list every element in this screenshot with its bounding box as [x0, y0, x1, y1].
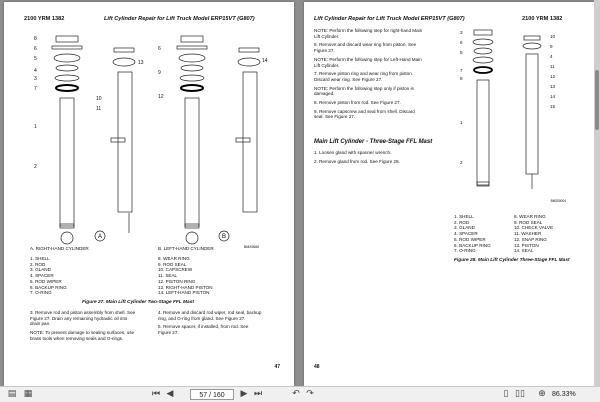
page-number: 48 [314, 364, 320, 370]
legend-item: 4. SPACER [454, 231, 478, 237]
step-line: ring, and O-ring from gland. See Figure 27. [158, 315, 246, 321]
text-line: NOTE: Perform the following step for right-hand Main [314, 28, 423, 33]
section-heading: Main Lift Cylinder - Three-Stage FFL Mast [314, 139, 433, 145]
legend-item: 3. GLAND [454, 225, 475, 231]
step-line: 5. Remove spacer, if installed, from rod. See [158, 324, 249, 330]
callout-number: 8 [34, 36, 37, 42]
legend-item: 12. SNAP RING [514, 236, 547, 242]
legend-item: 13. RIGHT-HAND PISTON [158, 284, 213, 290]
callout-number: 6 [158, 46, 161, 52]
legend-item: 5. ROD WIPER [454, 236, 486, 242]
forward-icon[interactable]: ↷ [306, 389, 314, 399]
page-number: 47 [274, 364, 280, 370]
step-line: brass tools when removing seals and O-rings. [30, 335, 124, 341]
procedure-step [30, 330, 135, 341]
doc-id: 2100 YRM 1382 [24, 16, 65, 22]
callout-number: 6 [34, 46, 37, 52]
page-47 [4, 2, 294, 386]
steps-left [30, 310, 135, 345]
legend-item: 10. CAPSCREW [158, 267, 193, 273]
procedure-step: 1. Loosen gland with spanner wrench. [314, 150, 392, 155]
callout-number: 10 [96, 96, 102, 102]
step-line: NOTE: To prevent damage to sealing surfaces, use [30, 330, 135, 336]
callout-number: 3 [460, 30, 463, 35]
callout-number: 12 [158, 94, 164, 100]
text-line: Discard wear ring. See Figure 27. [314, 76, 383, 82]
callout-number: 2 [460, 160, 463, 165]
procedure-step [314, 109, 422, 120]
legend-item: 13. PISTON [514, 242, 539, 248]
legend-item: 8. WEAR RING [514, 214, 546, 219]
page-number-input[interactable]: 57 / 160 [190, 389, 234, 400]
text-line: 7. Remove piston ring and wear ring from piston. [314, 71, 414, 77]
page-48 [304, 2, 594, 386]
procedure-step [158, 324, 261, 335]
step-line: Figure 27. Drain any remaining hydraulic oil into [30, 315, 128, 321]
procedure-step: 2. Remove gland from rod. See Figure 28. [314, 158, 400, 164]
page-title: Lift Cylinder Repair for Lift Truck Model ERP15VT (G807) [104, 16, 255, 22]
legend-item: 7. O-RING [454, 248, 476, 254]
sidebar-toggle-icon[interactable]: ▤ [7, 389, 17, 399]
step-line: drain pan. [30, 321, 51, 327]
callout-number: 10 [550, 34, 556, 39]
legend-item: 9. ROD SEAL [158, 261, 187, 267]
figure-27-illustration [4, 28, 294, 250]
callout-number: 13 [550, 84, 556, 89]
text-line: Lift Cylinder. [314, 62, 340, 68]
last-page-icon[interactable]: ⏭ [253, 389, 263, 399]
legend-item: 12. PISTON RING [158, 278, 196, 284]
art-code: BM20660 [244, 245, 259, 249]
steps-right [158, 310, 261, 339]
text-line: 8. Remove piston from rod. See Figure 27. [314, 100, 401, 106]
legend-col2 [158, 256, 213, 296]
legend-item: 7. O-RING [30, 290, 52, 296]
procedure-step [30, 310, 135, 327]
legend-a: A. RIGHT-HAND CYLINDER [30, 246, 89, 251]
single-page-icon[interactable]: ▯ [503, 389, 509, 399]
legend-item: 6. BACKUP RING [30, 284, 67, 290]
legend-item: 8. WEAR RING [158, 256, 190, 261]
note-block [314, 86, 422, 97]
legend-item: 14. LEFT-HAND PISTON [158, 290, 210, 296]
callout-number: 4 [550, 54, 553, 59]
legend-item: 1. SHELL [454, 214, 474, 219]
next-page-icon[interactable]: ▶ [240, 389, 248, 399]
art-code: BM200004 [550, 199, 566, 203]
callout-number: 9 [158, 70, 161, 76]
callout-number: 7 [460, 68, 463, 73]
bottom-toolbar [0, 386, 600, 402]
legend-item: 9. ROD SEAL [514, 219, 543, 225]
vertical-scrollbar[interactable] [594, 0, 600, 386]
callout-number: 2 [34, 164, 37, 170]
callout-number: 7 [34, 86, 37, 92]
text-line: Lift Cylinder. [314, 33, 340, 39]
figure-28-illustration [454, 24, 574, 204]
note-block [314, 28, 422, 39]
legend-item: 2. ROD [454, 219, 470, 225]
back-icon[interactable]: ↶ [292, 389, 300, 399]
legend-b: B. LEFT-HAND CYLINDER [158, 246, 214, 251]
callout-number: 13 [138, 60, 144, 66]
figure-caption: Figure 27. Main Lift Cylinder Two-Stage FFL Mast [82, 300, 194, 305]
text-line: NOTE: Perform the following step only if piston is [314, 85, 414, 91]
legend-item: 5. ROD WIPER [30, 278, 62, 284]
procedure-step [314, 100, 422, 106]
callout-number: 5 [460, 50, 463, 55]
right-text-block [314, 28, 422, 123]
legend-item: 3. GLAND [30, 267, 51, 273]
note-block [314, 57, 422, 68]
scroll-thumb[interactable] [595, 70, 599, 130]
callout-number: 9 [550, 44, 553, 49]
circle-b-label: B [221, 234, 227, 240]
legend-col1 [454, 214, 491, 254]
legend-item: 11. WASHER [514, 231, 542, 237]
legend-item: 11. SEAL [158, 273, 178, 279]
callout-number: 3 [34, 76, 37, 82]
callout-number: 15 [550, 104, 556, 109]
callout-number: 1 [34, 124, 37, 130]
zoom-level[interactable]: 86.33% [552, 391, 576, 398]
circle-a-label: A [97, 234, 103, 240]
prev-page-icon[interactable]: ◀ [166, 389, 174, 399]
right-steps-2 [314, 150, 400, 167]
callout-number: 8 [460, 76, 463, 81]
step-line: Figure 27. [158, 330, 179, 336]
legend-item: 4. SPACER [30, 273, 54, 279]
callout-number: 4 [34, 68, 37, 74]
zoom-icon[interactable]: ⊕ [538, 389, 546, 399]
callout-number: 14 [550, 94, 556, 99]
callout-number: 1 [460, 120, 463, 125]
step-line: 3. Remove rod and piston assembly from shell. See [30, 310, 136, 315]
legend-col1 [30, 256, 67, 296]
page-title: Lift Cylinder Repair for Lift Truck Model ERP15VT (G807) [314, 16, 465, 22]
callout-number: 6 [460, 40, 463, 45]
doc-id: 2100 YRM 1382 [522, 16, 563, 22]
legend-item: 1. SHELL [30, 256, 50, 261]
first-page-icon[interactable]: ⏮ [151, 389, 161, 399]
callout-number: 11 [550, 64, 555, 69]
thumbnails-icon[interactable]: ▦ [23, 389, 33, 399]
callout-number: 12 [550, 74, 556, 79]
procedure-step [158, 310, 261, 321]
text-line: seal. See Figure 27. [314, 114, 356, 120]
text-line: 9. Remove capscrew and seal from shell. Discard [314, 108, 415, 114]
figure-caption: Figure 28. Main Lift Cylinder Three-Stage FFL Mast [454, 258, 570, 263]
text-line: NOTE: Perform the following step for Left-Hand Main [314, 56, 422, 62]
procedure-step [314, 42, 422, 53]
callout-number: 5 [34, 56, 37, 62]
legend-item: 10. CHECK VALVE [514, 225, 554, 231]
procedure-step [314, 71, 422, 82]
legend-item: 2. ROD [30, 261, 46, 267]
callout-number: 14 [262, 58, 268, 64]
step-line: 4. Remove and discard rod wiper, rod seal, backup [158, 310, 262, 315]
text-line: 6. Remove and discard wear ring from piston. See [314, 42, 417, 48]
legend-col2 [514, 214, 553, 254]
text-line: Figure 27. [314, 48, 335, 54]
legend-item: 6. BACKUP RING [454, 242, 491, 248]
text-line: damaged. [314, 91, 335, 97]
callout-number: 11 [96, 106, 102, 112]
legend-item: 14. SEAL [514, 248, 534, 254]
two-page-icon[interactable]: ▯▯ [515, 389, 525, 399]
